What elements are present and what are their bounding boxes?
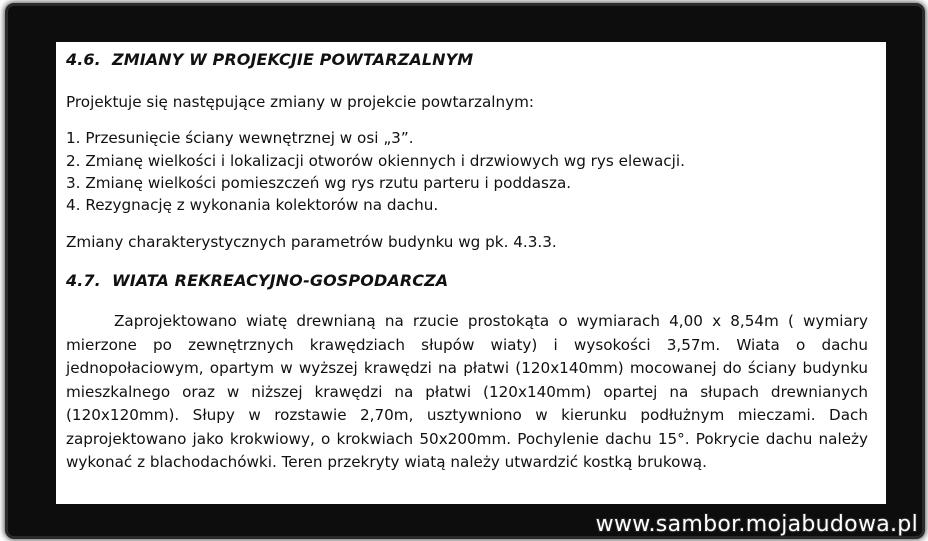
shelter-description-paragraph: Zaprojektowano wiatę drewnianą na rzucie prostokąta o wymiarach 4,00 x 8,54m ( wymiary mierzone po zewnętrznych krawędziach słupów wiaty) i wysokości 3,57m. Wiata o dachu jednopołaciowym, opartym w wyższej krawędzi na płatwi (120x140mm) mocowanej do ściany budynku mieszkalnego oraz w niższej krawędzi na płatwi (120x140mm) opartej na słupach drewnianych (120x120mm). Słupy w rozstawie 2,70m, usztywniono w kierunku podłużnym mieczami. Dach zaprojektowano jako krokwiowy, o krokwiach 50x200mm. Pochylenie dachu 15°. Pokrycie dachu należy wykonać z blachodachówki. Teren przekryty wiatą należy utwardzić kostką brukową. (66, 312, 868, 471)
changes-closing: Zmiany charakterystycznych parametrów budynku wg pk. 4.3.3. (66, 233, 557, 251)
website-watermark: www.sambor.mojabudowa.pl (595, 512, 918, 537)
section-4-7-heading (66, 271, 448, 290)
list-item: 4. Rezygnację z wykonania kolektorów na dachu. (66, 196, 439, 214)
black-photo-frame (8, 6, 922, 536)
section-number: 4.7. (66, 271, 101, 290)
changes-intro: Projektuje się następujące zmiany w projekcie powtarzalnym: (66, 93, 534, 111)
document-page (56, 42, 886, 504)
list-item: 3. Zmianę wielkości pomieszczeń wg rys rzutu parteru i poddasza. (66, 174, 572, 192)
list-item: 1. Przesunięcie ściany wewnętrznej w osi „3”. (66, 129, 414, 147)
section-title: WIATA REKREACYJNO-GOSPODARCZA (112, 271, 449, 290)
section-number: 4.6. (66, 50, 101, 69)
list-item: 2. Zmianę wielkości i lokalizacji otworów okiennych i drzwiowych wg rys elewacji. (66, 152, 685, 170)
section-title: ZMIANY W PROJEKCJIE POWTARZALNYM (112, 50, 474, 69)
section-4-6-heading (66, 50, 473, 69)
